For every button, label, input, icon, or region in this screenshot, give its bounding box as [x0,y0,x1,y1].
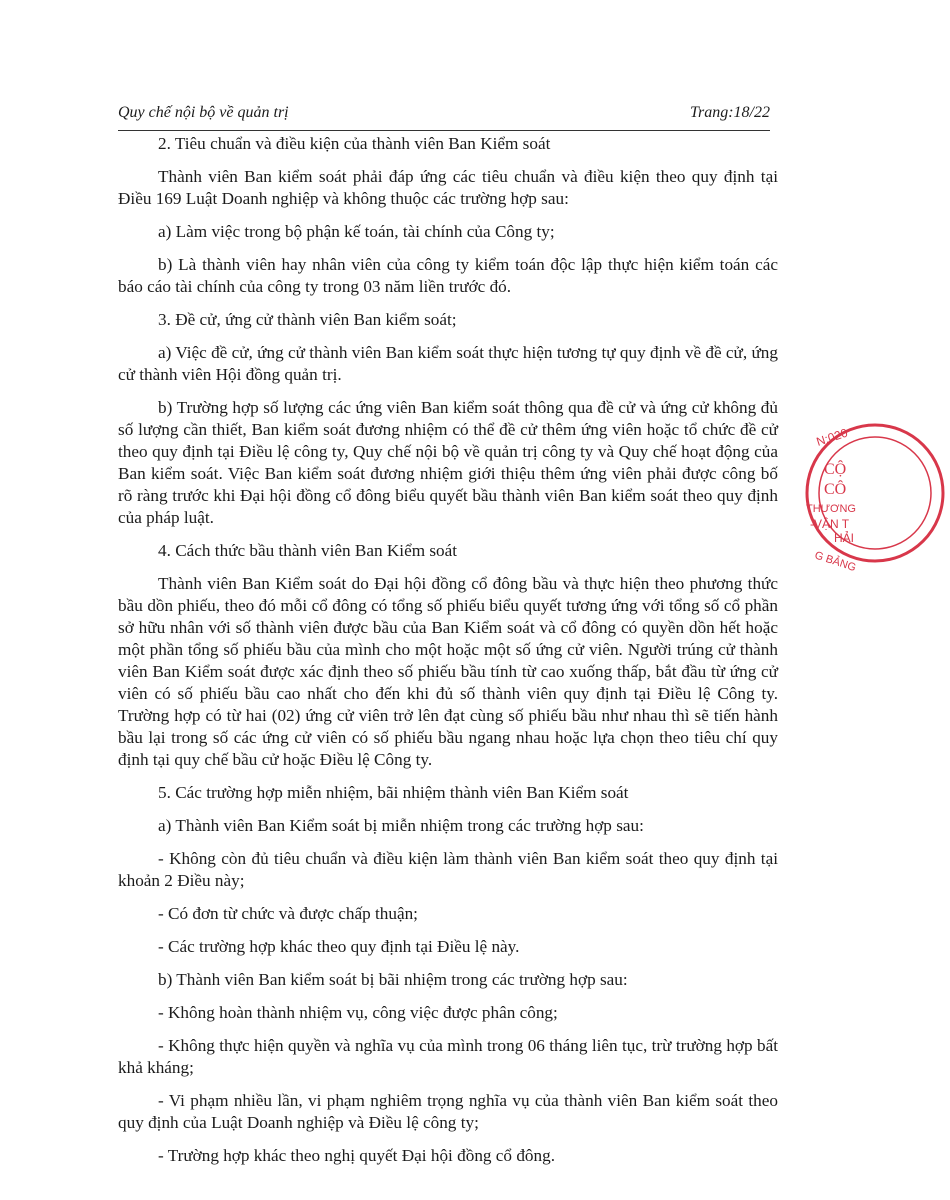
seal-text: HẢI [834,531,855,545]
list-item: - Không còn đủ tiêu chuẩn và điều kiện làm thành viên Ban kiểm soát theo quy định tại khoản 2 Điều này; [118,849,778,890]
list-item: b) Thành viên Ban kiểm soát bị bãi nhiệm trong các trường hợp sau: [158,970,628,989]
list-item: b) Là thành viên hay nhân viên của công ty kiểm toán độc lập thực hiện kiểm toán các báo cáo tài chính của công ty trong 03 năm liền trước đó. [118,255,778,296]
section-heading-4: 4. Cách thức bầu thành viên Ban Kiểm soát [158,541,458,560]
list-item: b) Trường hợp số lượng các ứng viên Ban kiểm soát thông qua đề cử và ứng cử không đủ số lượng cần thiết, Ban kiểm soát đương nhiệm có thể đề cử thêm ứng viên hoặc tổ chức đề cử theo quy định tại Điều lệ công ty, Quy chế nội bộ về quản trị công ty và Quy chế hoạt động của Ban kiểm soát. Việc Ban kiểm soát đương nhiệm giới thiệu thêm ứng viên phải được công bố rõ ràng trước khi Đại hội đồng cổ đông biểu quyết bầu thành viên Ban kiểm soát theo quy định của pháp luật. [118,398,778,527]
seal-text: THƯƠNG [806,503,856,515]
seal-text: CÔ [824,481,847,498]
section-heading-2: 2. Tiêu chuẩn và điều kiện của thành viên Ban Kiểm soát [158,134,551,153]
list-item: - Vi phạm nhiều lần, vi phạm nghiêm trọng nghĩa vụ của thành viên Ban kiểm soát theo quy định của Luật Doanh nghiệp và Điều lệ công ty; [118,1091,778,1132]
list-item: a) Việc đề cử, ứng cử thành viên Ban kiểm soát thực hiện tương tự quy định về đề cử, ứng cử thành viên Hội đồng quản trị. [118,343,778,384]
list-item: - Không thực hiện quyền và nghĩa vụ của mình trong 06 tháng liên tục, trừ trường hợp bất khả kháng; [118,1036,778,1077]
page-number: Trang:18/22 [689,104,770,121]
section-heading-3: 3. Đề cử, ứng cử thành viên Ban kiểm soát; [158,310,457,329]
list-item: - Trường hợp khác theo nghị quyết Đại hội đồng cổ đông. [158,1146,555,1165]
list-item: - Các trường hợp khác theo quy định tại Điều lệ này. [158,937,520,956]
list-item: - Có đơn từ chức và được chấp thuận; [158,904,418,923]
list-item: a) Làm việc trong bộ phận kế toán, tài chính của Công ty; [158,222,555,241]
header-divider [118,130,770,131]
seal-text: N:020 [814,425,850,449]
seal-text: CỘ [824,461,847,478]
page-header [118,104,770,130]
company-seal-stamp [800,418,950,575]
seal-text: G BẢNG [813,549,858,575]
section-heading-5: 5. Các trường hợp miễn nhiệm, bãi nhiệm thành viên Ban Kiểm soát [158,783,629,802]
document-body [118,133,778,1178]
document-title: Quy chế nội bộ về quản trị [118,104,289,121]
list-item: - Không hoàn thành nhiệm vụ, công việc được phân công; [158,1003,558,1022]
paragraph: Thành viên Ban kiểm soát phải đáp ứng các tiêu chuẩn và điều kiện theo quy định tại Điều 169 Luật Doanh nghiệp và không thuộc các trường hợp sau: [118,167,778,208]
paragraph: Thành viên Ban Kiểm soát do Đại hội đồng cổ đông bầu và thực hiện theo phương thức bầu dồn phiếu, theo đó mỗi cổ đông có tổng số phiếu biểu quyết tương ứng với tổng số cổ phần sở hữu nhân với số thành viên được bầu của Ban Kiểm soát và cổ đông có quyền dồn hết hoặc một phần tổng số phiếu bầu của mình cho một hoặc một số ứng cử viên. Người trúng cử thành viên Ban Kiểm soát được xác định theo số phiếu bầu tính từ cao xuống thấp, bắt đầu từ ứng cử viên có số phiếu bầu cao nhất cho đến khi đủ số thành viên quy định tại Điều lệ Công ty. Trường hợp có từ hai (02) ứng cử viên trở lên đạt cùng số phiếu bầu như nhau thì sẽ tiến hành bầu lại trong số các ứng cử viên có số phiếu bầu ngang nhau hoặc lựa chọn theo tiêu chí quy định tại quy chế bầu cử hoặc Điều lệ Công ty. [118,574,778,769]
seal-text: -VẬN T [810,517,850,531]
list-item: a) Thành viên Ban Kiểm soát bị miễn nhiệm trong các trường hợp sau: [158,816,644,835]
